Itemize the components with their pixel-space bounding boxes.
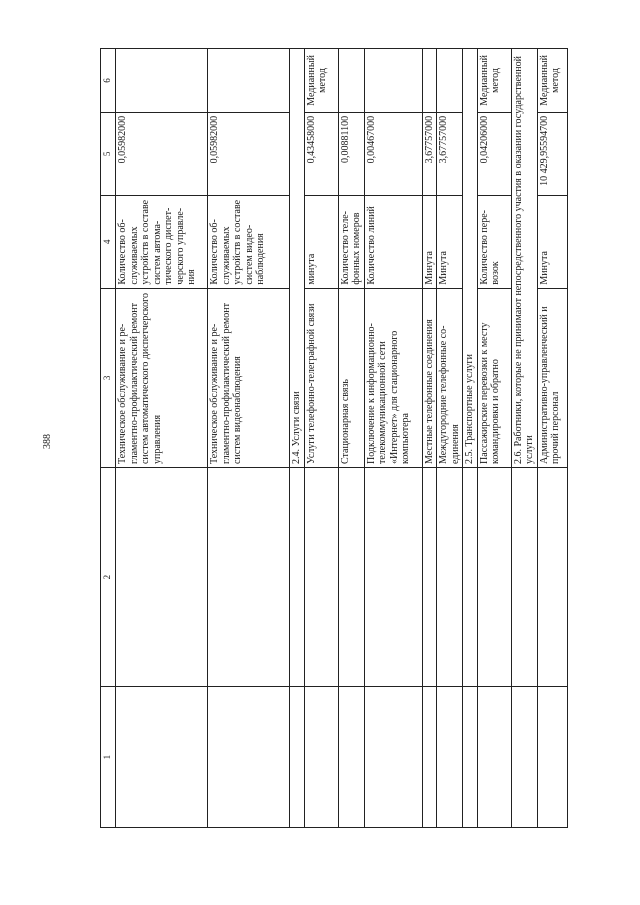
cell-unit: минута bbox=[304, 195, 338, 288]
section-title: 2.4. Услуги связи bbox=[290, 49, 305, 468]
cell-col-1 bbox=[537, 687, 567, 828]
cell-method bbox=[422, 49, 437, 113]
cell-col-1 bbox=[364, 687, 422, 828]
cell-col-1 bbox=[511, 687, 537, 828]
cell-unit: Минута bbox=[537, 195, 567, 288]
table-row bbox=[437, 49, 463, 828]
header-col-1: 1 bbox=[101, 687, 116, 828]
header-col-6: 6 bbox=[101, 49, 116, 113]
cell-method bbox=[437, 49, 463, 113]
section-row bbox=[290, 49, 305, 828]
header-col-2: 2 bbox=[101, 468, 116, 687]
cell-col-2 bbox=[116, 468, 208, 687]
cell-col-1 bbox=[338, 687, 364, 828]
cell-name: Стационарная связь bbox=[338, 288, 364, 467]
cell-col-2 bbox=[463, 468, 478, 687]
cell-value: 0,00881100 bbox=[338, 112, 364, 195]
cell-col-2 bbox=[364, 468, 422, 687]
cell-unit: Количество обслуживаемых устройств в составе систем видеонаблюдения bbox=[208, 195, 290, 288]
cell-value: 10 429,95594700 bbox=[537, 112, 567, 195]
cell-name: Пассажирские перевозки к месту командировки и обратно bbox=[477, 288, 511, 467]
cell-method: Медианный метод bbox=[537, 49, 567, 113]
cell-name: Междугородние телефонные соединения bbox=[437, 288, 463, 467]
cell-col-1 bbox=[290, 687, 305, 828]
table-row bbox=[477, 49, 511, 828]
cell-col-1 bbox=[463, 687, 478, 828]
cell-col-2 bbox=[208, 468, 290, 687]
cell-col-1 bbox=[477, 687, 511, 828]
cell-name: Услуги телефонно-телеграфной связи bbox=[304, 288, 338, 467]
cell-col-2 bbox=[437, 468, 463, 687]
cell-name: Подключение к информационно-телекоммуникационной сети «Интернет» для стационарного компьютера bbox=[364, 288, 422, 467]
cell-name: Административно-управленческий и прочий персонал bbox=[537, 288, 567, 467]
cell-value: 0,04206000 bbox=[477, 112, 511, 195]
table-row bbox=[116, 49, 208, 828]
section-row bbox=[511, 49, 537, 828]
cell-col-1 bbox=[116, 687, 208, 828]
cell-col-1 bbox=[437, 687, 463, 828]
cell-col-2 bbox=[511, 468, 537, 687]
header-col-5: 5 bbox=[101, 112, 116, 195]
cell-unit: Количество телефонных номеров bbox=[338, 195, 364, 288]
cell-unit: Количество обслуживаемых устройств в составе систем автоматического диспетчерского управления bbox=[116, 195, 208, 288]
cell-col-2 bbox=[537, 468, 567, 687]
cell-unit: Количество перевозок bbox=[477, 195, 511, 288]
cell-col-1 bbox=[304, 687, 338, 828]
cell-col-1 bbox=[208, 687, 290, 828]
cell-value: 3,67757000 bbox=[422, 112, 437, 195]
section-title: 2.6. Работники, которые не принимают непосредственного участия в оказании государственной услуги bbox=[511, 49, 537, 468]
cell-method bbox=[364, 49, 422, 113]
cell-method: Медианный метод bbox=[304, 49, 338, 113]
table-row bbox=[304, 49, 338, 828]
cell-col-2 bbox=[290, 468, 305, 687]
cell-value: 0,00467000 bbox=[364, 112, 422, 195]
cell-value: 0,05982000 bbox=[116, 112, 208, 195]
header-row bbox=[101, 49, 116, 828]
section-title: 2.5. Транспортные услуги bbox=[463, 49, 478, 468]
page-number: 388 bbox=[42, 434, 53, 449]
cell-name: Техническое обслуживание и регламентно-профилактический ремонт систем видеонаблюдения bbox=[208, 288, 290, 467]
cell-unit: Количество линий bbox=[364, 195, 422, 288]
cell-method bbox=[116, 49, 208, 113]
table-row bbox=[422, 49, 437, 828]
cell-unit: Минута bbox=[422, 195, 437, 288]
norms-table bbox=[100, 48, 568, 828]
cell-col-2 bbox=[477, 468, 511, 687]
rotated-table-container bbox=[100, 48, 586, 828]
header-col-3: 3 bbox=[101, 288, 116, 467]
cell-col-2 bbox=[338, 468, 364, 687]
cell-value: 0,43458000 bbox=[304, 112, 338, 195]
cell-method bbox=[208, 49, 290, 113]
cell-col-2 bbox=[304, 468, 338, 687]
cell-name: Техническое обслуживание и регламентно-профилактический ремонт систем автоматического диспетчерского управления bbox=[116, 288, 208, 467]
table-row bbox=[338, 49, 364, 828]
cell-unit: Минута bbox=[437, 195, 463, 288]
cell-value: 3,67757000 bbox=[437, 112, 463, 195]
table-row bbox=[364, 49, 422, 828]
cell-col-1 bbox=[422, 687, 437, 828]
table-row bbox=[537, 49, 567, 828]
header-col-4: 4 bbox=[101, 195, 116, 288]
table-row bbox=[208, 49, 290, 828]
table-body bbox=[116, 49, 568, 828]
cell-col-2 bbox=[422, 468, 437, 687]
cell-name: Местные телефонные соединения bbox=[422, 288, 437, 467]
cell-method bbox=[338, 49, 364, 113]
cell-method: Медианный метод bbox=[477, 49, 511, 113]
cell-value: 0,05982000 bbox=[208, 112, 290, 195]
section-row bbox=[463, 49, 478, 828]
